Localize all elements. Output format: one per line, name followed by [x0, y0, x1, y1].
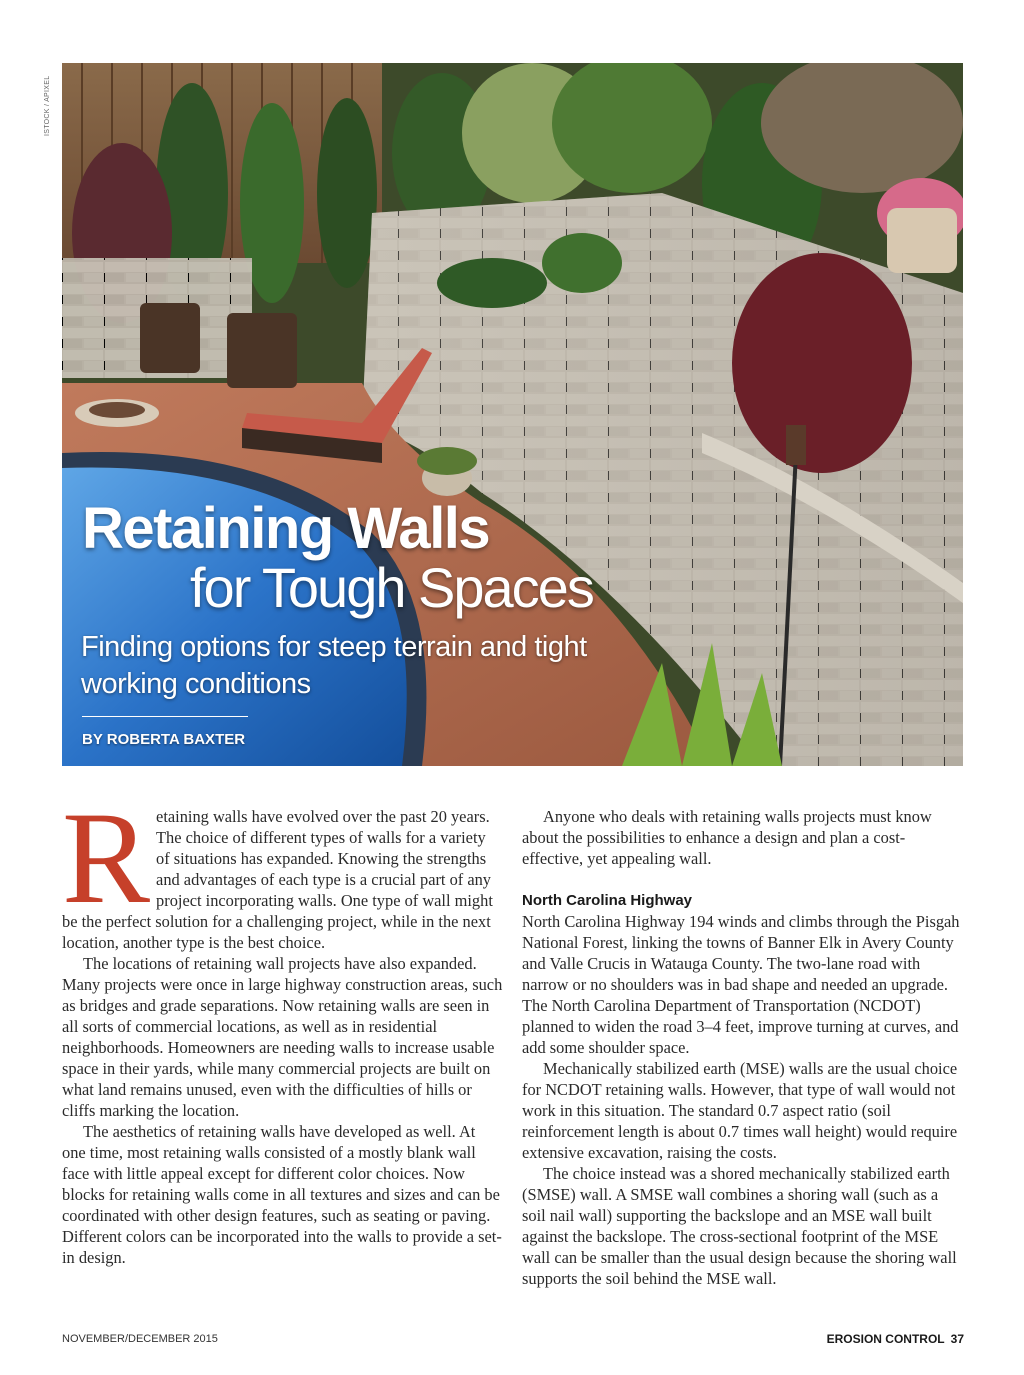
issue-date: NOVEMBER/DECEMBER 2015	[62, 1333, 218, 1345]
paragraph: North Carolina Highway 194 winds and climbs through the Pisgah National Forest, linking the towns of Banner Elk in Avery County and Valle Crucis in Watauga County. The two-lane road with narrow or no shoulders was in bad shape and needed an upgrade. The North Carolina Department of Transportation (NCDOT) planned to widen the road 3–4 feet, improve turning at curves, and add some shoulder space.	[522, 912, 960, 1057]
title-block	[62, 63, 963, 766]
folio	[827, 1332, 964, 1346]
paragraph	[62, 784, 503, 953]
paragraph: The locations of retaining wall projects have also expanded. Many projects were once in large highway construction areas, such as bridges and grade separations. Now retaining walls are seen in all sorts of commercial locations, as well as in residential neighborhoods. Homeowners are needing walls to increase usable space in their yards, while many commercial projects are built on what land remains unused, even with the difficulties of hills or cliffs marking the location.	[62, 954, 503, 1120]
drop-cap: R	[62, 784, 151, 931]
article-title-line2: for Tough Spaces	[190, 556, 593, 619]
photo-credit: ISTOCK / APIXEL	[44, 75, 51, 136]
paragraph: Anyone who deals with retaining walls projects must know about the possibilities to enhance a design and plan a cost-effective, yet appealing wall.	[522, 807, 932, 868]
hero-photo	[62, 63, 963, 766]
article-column-left	[62, 784, 503, 1268]
title-divider	[82, 716, 248, 717]
paragraph: The choice instead was a shored mechanically stabilized earth (SMSE) wall. A SMSE wall combines a shoring wall (such as a soil nail wall) supporting the backslope and an MSE wall built against the backslope. The cross-sectional footprint of the MSE wall can be smaller than the usual design because the shoring wall supports the soil behind the MSE wall.	[522, 1164, 957, 1288]
article-column-right	[522, 806, 963, 1289]
magazine-name: EROSION CONTROL	[826, 1332, 945, 1346]
paragraph: Mechanically stabilized earth (MSE) walls are the usual choice for NCDOT retaining walls. However, that type of wall would not work in this situation. The standard 0.7 aspect ratio (soil reinforcement length is about 0.7 times wall height) would require extensive excavation, raising the costs.	[522, 1059, 958, 1162]
section-heading: North Carolina Highway	[522, 892, 693, 909]
byline: BY ROBERTA BAXTER	[82, 731, 246, 748]
page-number: 37	[950, 1332, 964, 1346]
paragraph: The aesthetics of retaining walls have developed as well. At one time, most retaining walls consisted of a mostly blank wall face with little appeal except for different color choices. Now blocks for retaining walls come in all textures and sizes and can be coordinated with other design features, such as seating or paving. Different colors can be incorporated into the walls to provide a set-in design.	[62, 1122, 502, 1267]
article-subtitle: Finding options for steep terrain and tight working conditions	[81, 631, 587, 700]
paragraph-text: etaining walls have evolved over the past 20 years. The choice of different types of walls for a variety of situations has expanded. Knowing the strengths and advantages of each type is a crucial part of any project incorporating walls. One type of wall might be the perfect solution for a challenging project, while in the next location, another type is the best choice.	[62, 807, 493, 952]
article-title-line1: Retaining Walls	[82, 496, 490, 561]
